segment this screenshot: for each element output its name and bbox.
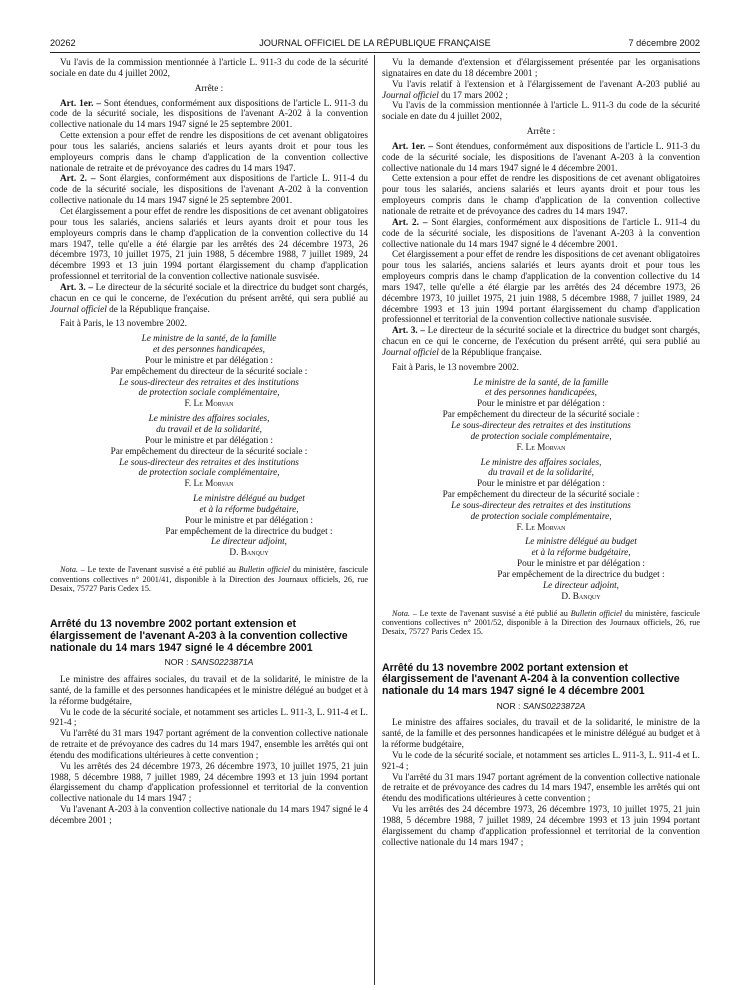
visa-1: Vu le code de la sécurité sociale, et notamment ses articles L. 911-3, L. 911-4 et L. 921-4 ; [382,750,700,772]
nor-code: SANS0223871A [190,657,254,668]
article-label: Art. 1er. – [60,98,101,109]
signature-block-3 [382,537,700,602]
visa-text-end: du 17 mars 2002 ; [438,90,508,101]
delegation-line: Pour le ministre et par délégation : [145,435,273,446]
nota [382,609,700,637]
signatory-title: Le sous-directeur des retraites et des institutions [451,500,631,511]
article-text: Le directeur de la sécurité sociale et la directrice du budget sont chargés, chacun en ce qui le concerne, de l'exécution du présent arrêté, qui sera publié au [50,282,369,304]
right-column [382,58,700,848]
impediment-line: Par empêchement du directeur de la sécurité sociale : [442,490,640,501]
article-text: Le directeur de la sécurité sociale et la directrice du budget sont chargés, chacun en ce qui le concerne, de l'exécution du présent arrêté, qui sera publié au [382,326,701,348]
minister-title: et des personnes handicapées, [152,345,265,356]
signatory-title: de protection sociale complémentaire, [470,431,612,442]
journal-reference: Journal officiel [382,347,439,358]
delegation-line: Pour le ministre et par délégation : [477,479,605,490]
arrete-heading: Arrête : [526,127,556,138]
visa-paragraph: Vu l'avis de la commission mentionnée à l'article L. 911-3 du code de la sécurité sociale en date du 4 juillet 2002, [50,58,368,79]
minister-title: et des personnes handicapées, [484,388,597,399]
preamble-ministers: Le ministre des affaires sociales, du travail et de la solidarité, le ministre de la santé, de la famille et des personnes handicapées et le ministre délégué au budget et à la réforme budgétaire, [382,718,700,751]
signatory-title: Le sous-directeur des retraites et des institutions [451,421,631,431]
article-2 [382,218,700,251]
article-label: Art. 2. – [60,174,96,185]
arrete-heading: Arrête : [194,83,224,94]
signatory-title: de protection sociale complémentaire, [470,511,612,522]
article-text: Sont élargies, conformément aux dispositions de l'article L. 911-4 du code de la sécurité sociale, les dispositions de l'avenant A-202 à la convention collective nationale du 14 mars 1947 signé le 25 septembre 2001. [50,174,368,207]
article-1 [382,142,700,175]
minister-title: Le ministre délégué au budget [525,537,637,548]
signatory-name: F. Le Morvan [516,522,566,533]
delegation-line: Pour le ministre et par délégation : [185,515,313,526]
impediment-line: Par empêchement du directeur de la sécurité sociale : [442,410,640,421]
signatory-title: Le sous-directeur des retraites et des institutions [119,457,299,468]
delegation-line: Pour le ministre et par délégation : [517,559,645,570]
visa-text: Vu l'avis relatif à l'extension et à l'élargissement de l'avenant A-203 publié au [392,79,700,90]
preamble-ministers: Le ministre des affaires sociales, du travail et de la solidarité, le ministre de la santé, de la famille et des personnes handicapées et le ministre délégué au budget et à la réforme budgétaire, [50,674,368,707]
signatory-title: Le directeur adjoint, [211,537,287,548]
visa-3: Vu les arrêtés des 24 décembre 1973, 26 décembre 1973, 10 juillet 1975, 21 juin 1988, 5 décembre 1988, 7 juillet 1989, 24 décembre 1993 et 13 juin 1994 portant élargissement du champ d'application professionnel et territorial de la convention collective nationale du 14 mars 1947 ; [50,761,368,805]
visa-demande: Vu la demande d'extension et d'élargissement présentée par les organisations signataires en date du 18 décembre 2001 ; [382,58,700,79]
signature-block-1 [382,378,700,454]
signature-block-3 [50,494,368,559]
visa-4: Vu l'avenant A-203 à la convention collective nationale du 14 mars 1947 signé le 4 décembre 2001 ; [50,805,368,826]
page-header [50,38,700,52]
signatory-title: de protection sociale complémentaire, [138,388,280,399]
nota-text-end: du ministère, fascicule conventions collectives n° 2001/52, disponible à la Direction des Journaux officiels, 26, rue Desaix, 75727 Paris Cedex 15. [382,608,700,637]
nor-label: NOR : [164,657,191,668]
minister-title: Le ministre de la santé, de la famille [141,334,277,345]
bulletin-reference: Bulletin officiel [238,565,290,575]
nota-text: – Le texte de l'avenant susvisé a été publié au [77,565,239,575]
header-rule [50,52,700,53]
nota-text: – Le texte de l'avenant susvisé a été publié au [409,608,571,618]
article-1-paragraph-2: Cette extension a pour effet de rendre les dispositions de cet avenant obligatoires pour tous les salariés, anciens salariés et leurs ayants droit et pour tous les employeurs compris dans le champ d'application de la convention collective nationale de retraite et de prévoyance des cadres du 14 mars 1947. [382,174,700,217]
article-label: Art. 3. – [60,282,93,293]
nota [50,565,368,593]
article-label: Art. 3. – [392,326,425,337]
arrete-title: Arrêté du 13 novembre 2002 portant extension et élargissement de l'avenant A-203 à la convention collective nationale du 14 mars 1947 signé le 4 décembre 2001 [50,618,348,654]
visa-3: Vu les arrêtés des 24 décembre 1973, 26 décembre 1973, 10 juillet 1975, 21 juin 1988, 5 décembre 1988, 7 juillet 1989, 24 décembre 1993 et 13 juin 1994 portant élargissement du champ d'application professionnel et territorial de la convention collective nationale du 14 mars 1947 ; [382,805,700,848]
signatory-title: Le sous-directeur des retraites et des institutions [119,377,299,388]
column-divider [374,55,375,985]
nota-text-end: du ministère, fascicule conventions collectives n° 2001/41, disponible à la Direction des Journaux officiels, 26, rue Desaix, 75727 Paris Cedex 15. [50,565,368,593]
nor-reference [50,657,368,668]
arrete-title: Arrêté du 13 novembre 2002 portant extension et élargissement de l'avenant A-204 à la convention collective nationale du 14 mars 1947 signé le 4 décembre 2001 [382,661,680,697]
article-3 [50,283,368,316]
article-2-paragraph-2: Cet élargissement a pour effet de rendre les dispositions de cet avenant obligatoires pour tous les salariés, anciens salariés et leurs ayants droit et pour tous les employeurs compris dans le champ d'application de la convention collective du 14 mars 1947, telle qu'elle a été élargie par les arrêtés des 24 décembre 1973, 26 décembre 1973, 10 juillet 1975, 21 juin 1988, 5 décembre 1988, 7 juillet 1989, 24 décembre 1993 et 13 juin 1994 portant élargissement du champ d'application professionnel et territorial de la convention collective nationale susvisée. [382,250,700,326]
visa-2: Vu l'arrêté du 31 mars 1947 portant agrément de la convention collective nationale de retraite et de prévoyance des cadres du 14 mars 1947, ensemble les arrêtés qui ont étendu des modifications ultérieures à cette convention ; [382,772,700,805]
article-2 [50,174,368,207]
visa-commission: Vu l'avis de la commission mentionnée à l'article L. 911-3 du code de la sécurité sociale en date du 4 juillet 2002, [382,101,700,123]
minister-title: Le ministre des affaires sociales, [480,457,602,468]
impediment-line: Par empêchement du directeur de la sécurité sociale : [110,366,308,377]
bulletin-reference: Bulletin officiel [570,608,622,618]
article-text: Sont élargies, conformément aux dispositions de l'article L. 911-4 du code de la sécurité sociale, les dispositions de l'avenant A-203 à la convention collective nationale du 14 mars 1947 signé le 4 décembre 2001. [382,217,700,250]
journal-title: JOURNAL OFFICIEL DE LA RÉPUBLIQUE FRANÇAISE [259,38,491,48]
article-label: Art. 2. – [392,217,428,228]
visa-avis [382,80,700,102]
fait-a-paris: Fait à Paris, le 13 novembre 2002. [392,362,519,373]
minister-title: Le ministre délégué au budget [193,494,305,505]
nota-label: Nota. [60,565,78,575]
signatory-name: F. Le Morvan [184,399,234,410]
delegation-line: Pour le ministre et par délégation : [477,399,605,410]
signature-block-2 [382,458,700,534]
impediment-line: Par empêchement du directeur de la sécurité sociale : [110,446,308,457]
article-text: Sont étendues, conformément aux dispositions de l'article L. 911-3 du code de la sécurité sociale, les dispositions de l'avenant A-202 à la convention collective nationale du 14 mars 1947 signé le 25 septembre 2001. [50,98,368,131]
signatory-name: F. Le Morvan [516,442,566,453]
journal-reference: Journal officiel [50,304,107,315]
nor-label: NOR : [496,700,523,711]
page-number: 20262 [50,38,76,48]
article-text-end: de la République française. [438,347,542,358]
journal-reference: Journal officiel [382,90,439,101]
minister-title: du travail et de la solidarité, [488,468,594,479]
signatory-title: de protection sociale complémentaire, [138,468,280,479]
signatory-name: D. Banquy [229,548,269,559]
visa-1: Vu le code de la sécurité sociale, et notamment ses articles L. 911-3, L. 911-4 et L. 921-4 ; [50,707,368,729]
issue-date: 7 décembre 2002 [628,38,700,48]
article-text-end: de la République française. [106,304,210,315]
impediment-line: Par empêchement de la directrice du budget : [497,569,665,580]
delegation-line: Pour le ministre et par délégation : [145,355,273,366]
minister-title: et à la réforme budgétaire, [531,548,631,559]
signature-block-1 [50,334,368,410]
visa-2: Vu l'arrêté du 31 mars 1947 portant agrément de la convention collective nationale de retraite et de prévoyance des cadres du 14 mars 1947, ensemble les arrêtés qui ont étendu des modifications ultérieures à cette convention ; [50,729,368,761]
nota-label: Nota. [392,608,410,618]
article-3 [382,326,700,359]
minister-title: et à la réforme budgétaire, [199,504,299,515]
signatory-name: F. Le Morvan [184,479,234,490]
impediment-line: Par empêchement de la directrice du budget : [165,526,333,537]
signatory-name: D. Banquy [561,591,601,602]
article-1 [50,99,368,132]
fait-a-paris: Fait à Paris, le 13 novembre 2002. [60,319,187,330]
minister-title: du travail et de la solidarité, [156,425,262,435]
signatory-title: Le directeur adjoint, [543,580,619,591]
nor-code: SANS0223872A [522,700,586,711]
article-2-paragraph-2: Cet élargissement a pour effet de rendre les dispositions de cet avenant obligatoires pour tous les salariés, anciens salariés et leurs ayants droit et pour tous les employeurs compris dans le champ d'application de la convention collective du 14 mars 1947, telle qu'elle a été élargie par les arrêtés des 24 décembre 1973, 26 décembre 1973, 10 juillet 1975, 21 juin 1988, 5 décembre 1988, 7 juillet 1989, 24 décembre 1993 et 13 juin 1994 portant élargissement du champ d'application professionnel et territorial de la convention collective nationale susvisée. [50,206,368,283]
signature-block-2 [50,414,368,490]
left-column [50,58,368,827]
minister-title: Le ministre de la santé, de la famille [473,377,609,388]
article-text: Sont étendues, conformément aux dispositions de l'article L. 911-3 du code de la sécurité sociale, les dispositions de l'avenant A-203 à la convention collective nationale du 14 mars 1947 signé le 4 décembre 2001. [382,141,700,174]
nor-reference [382,701,700,712]
article-1-paragraph-2: Cette extension a pour effet de rendre les dispositions de cet avenant obligatoires pour tous les salariés, anciens salariés et leurs ayants droit et pour tous les employeurs compris dans le champ d'application de la convention collective nationale de retraite et de prévoyance des cadres du 14 mars 1947. [50,131,368,174]
article-label: Art. 1er. – [392,141,433,152]
minister-title: Le ministre des affaires sociales, [148,414,270,425]
